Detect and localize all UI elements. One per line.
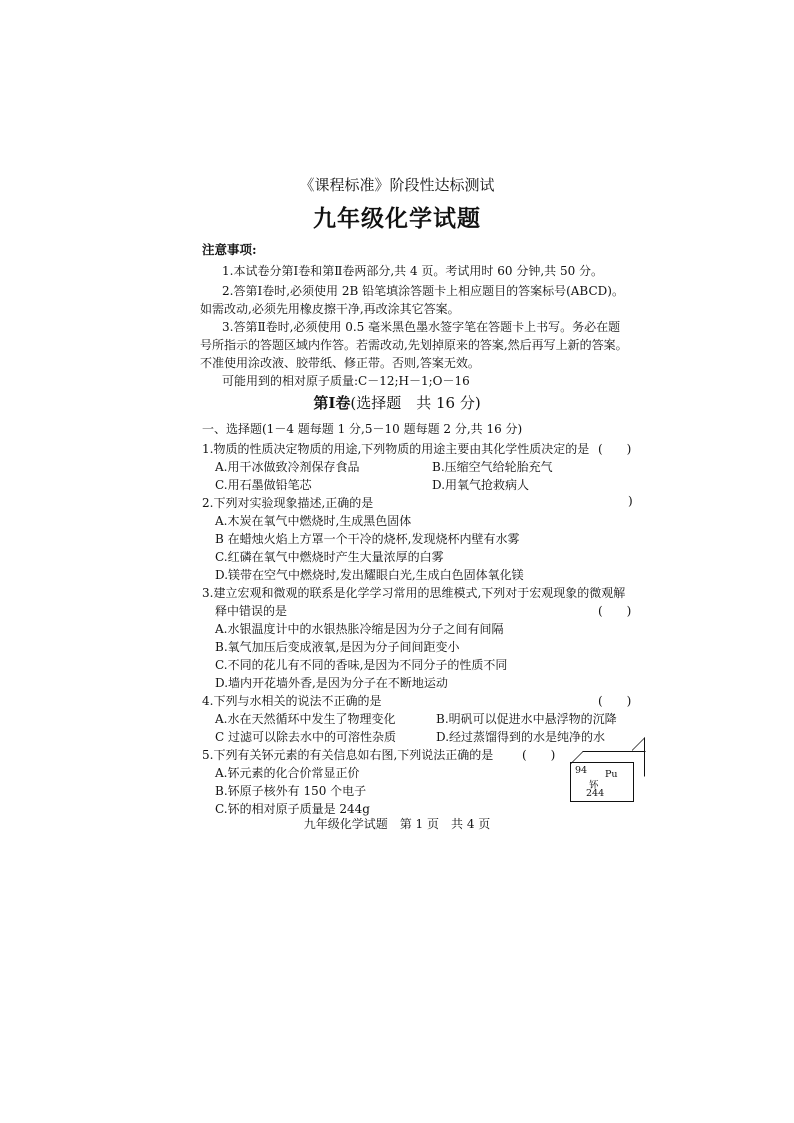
q3-option-d: D.墙内开花墙外香,是因为分子在不断地运动	[215, 676, 448, 690]
q5-stem: 5.下列有关钚元素的有关信息如右图,下列说法正确的是	[202, 748, 494, 762]
section-title	[0, 392, 794, 413]
element-atomic-mass: 244	[586, 788, 605, 799]
q5-answer-bracket: ( )	[522, 748, 556, 762]
q4-option-d: D.经过蒸馏得到的水是纯净的水	[436, 730, 606, 744]
q4-option-a: A.水在天然循环中发生了物理变化	[215, 712, 396, 726]
note-2-line2: 如需改动,必须先用橡皮擦干净,再改涂其它答案。	[200, 302, 460, 316]
note-2-line1: 2.答第Ⅰ卷时,必须使用 2B 铅笔填涂答题卡上相应题目的答案标号(ABCD)。	[222, 284, 624, 298]
element-cell-side	[632, 737, 645, 789]
q4-option-c: C 过滤可以除去水中的可溶性杂质	[215, 730, 396, 744]
exam-subtitle: 《课程标准》阶段性达标测试	[299, 176, 495, 194]
q1-option-a: A.用干冰做致冷剂保存食品	[215, 460, 360, 474]
q2-option-d: D.镁带在空气中燃烧时,发出耀眼白光,生成白色固体氧化镁	[215, 568, 524, 582]
q4-answer-bracket: ( )	[598, 694, 632, 708]
q1-stem: 1.物质的性质决定物质的用途,下列物质的用途主要由其化学性质决定的是	[202, 442, 590, 456]
section-title-main: 第Ⅰ卷	[313, 394, 351, 412]
q4-option-b: B.明矾可以促进水中悬浮物的沉降	[436, 712, 617, 726]
section-instructions: 一、选择题(1－4 题每题 1 分,5－10 题每题 2 分,共 16 分)	[202, 422, 523, 436]
note-1: 1.本试卷分第Ⅰ卷和第Ⅱ卷两部分,共 4 页。考试用时 60 分钟,共 50 分。	[222, 264, 604, 278]
atomic-masses: 可能用到的相对原子质量:C－12;H－1;O－16	[222, 374, 470, 388]
q5-option-c: C.钚的相对原子质量是 244g	[215, 802, 370, 816]
q3-option-c: C.不同的花儿有不同的香味,是因为不同分子的性质不同	[215, 658, 508, 672]
element-atomic-number: 94	[575, 765, 588, 776]
q3-option-a: A.水银温度计中的水银热胀冷缩是因为分子之间有间隔	[215, 622, 504, 636]
exam-title: 九年级化学试题	[313, 205, 481, 232]
q2-option-a: A.木炭在氧气中燃烧时,生成黑色固体	[215, 514, 412, 528]
note-3-line2: 号所指示的答题区域内作答。若需改动,先划掉原来的答案,然后再写上新的答案。	[200, 338, 628, 352]
q1-option-b: B.压缩空气给轮胎充气	[432, 460, 553, 474]
element-name: 钚	[589, 780, 599, 791]
q1-option-d: D.用氧气抢救病人	[432, 478, 530, 492]
q1-answer-bracket: ( )	[598, 442, 632, 456]
q2-stem: 2.下列对实验现象描述,正确的是	[202, 496, 374, 510]
q3-answer-bracket: ( )	[598, 604, 632, 618]
note-3-line1: 3.答第Ⅱ卷时,必须使用 0.5 毫米黑色墨水签字笔在答题卡上书写。务必在题	[222, 320, 621, 334]
element-cell-front	[570, 762, 634, 802]
q2-answer-bracket: )	[628, 494, 633, 508]
notes-heading: 注意事项:	[202, 242, 257, 257]
q2-option-c: C.红磷在氧气中燃烧时产生大量浓厚的白雾	[215, 550, 444, 564]
q5-option-a: A.钚元素的化合价常显正价	[215, 766, 360, 780]
q4-stem: 4.下列与水相关的说法不正确的是	[202, 694, 382, 708]
q3-option-b: B.氧气加压后变成液氧,是因为分子间间距变小	[215, 640, 460, 654]
q1-option-c: C.用石墨做铅笔芯	[215, 478, 312, 492]
q3-stem-line1: 3.建立宏观和微观的联系是化学学习常用的思维模式,下列对于宏观现象的微观解	[202, 586, 626, 600]
note-3-line3: 不准使用涂改液、胶带纸、修正带。否则,答案无效。	[200, 356, 480, 370]
q3-stem-line2: 释中错误的是	[215, 604, 288, 618]
q5-option-b: B.钚原子核外有 150 个电子	[215, 784, 367, 798]
element-symbol: Pu	[605, 769, 618, 780]
section-title-sub: (选择题 共 16 分)	[350, 394, 481, 412]
q2-option-b: B 在蜡烛火焰上方罩一个干冷的烧杯,发现烧杯内壁有水雾	[215, 532, 520, 546]
page-footer: 九年级化学试题 第 1 页 共 4 页	[303, 817, 491, 831]
